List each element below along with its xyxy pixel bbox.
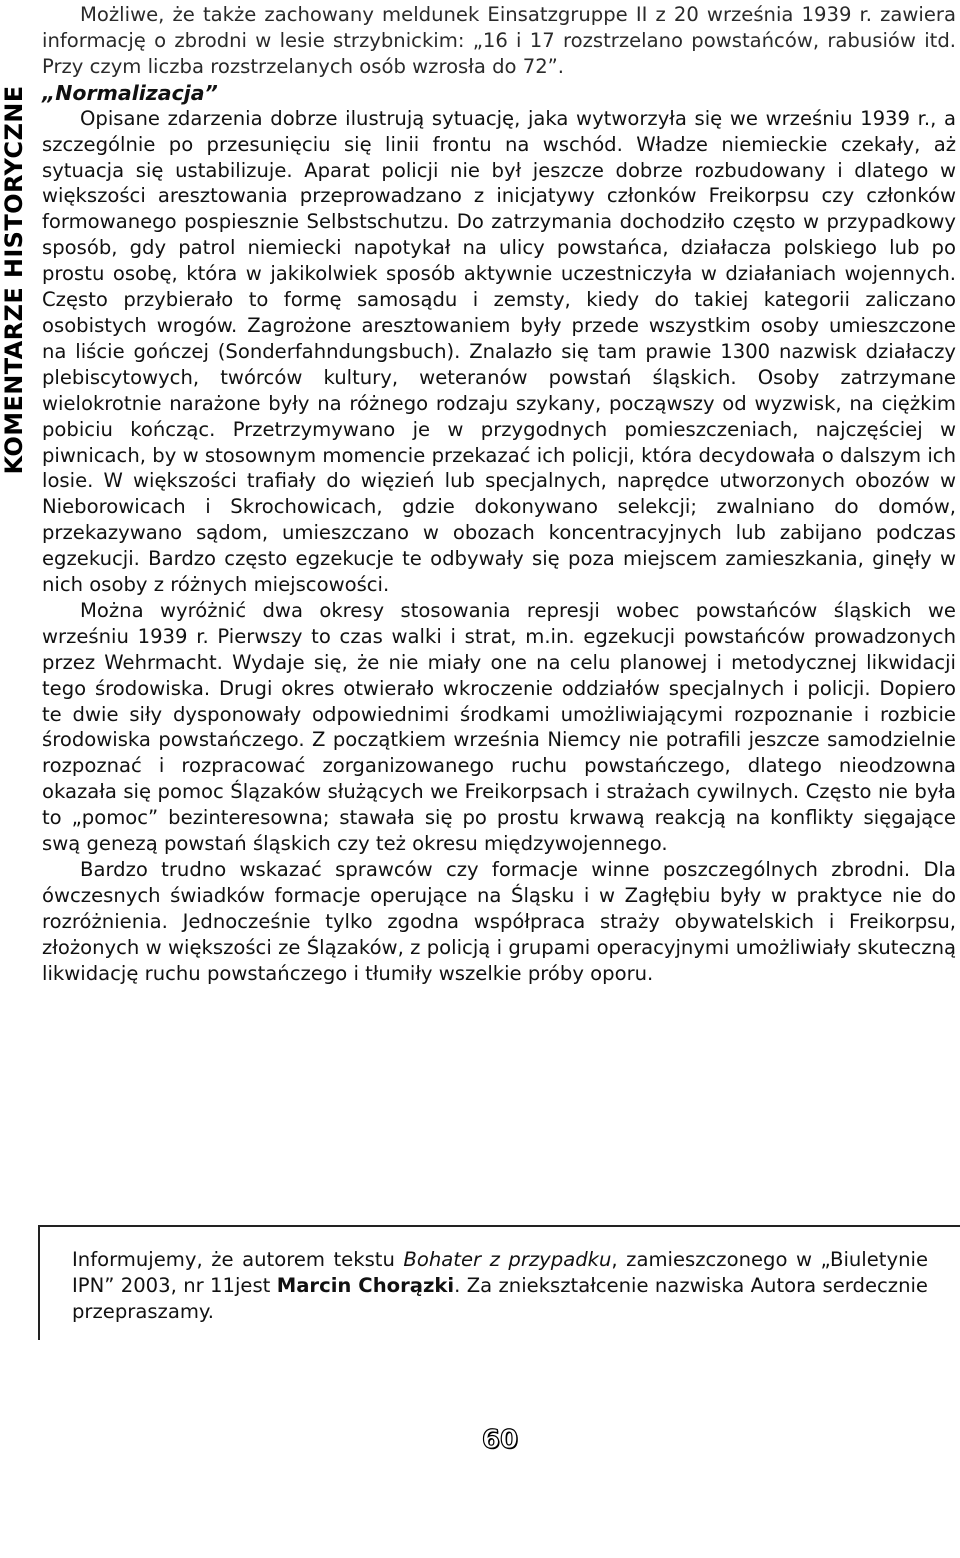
- article-body: [42, 2, 956, 987]
- paragraph-normalization: [42, 106, 956, 598]
- intro-paragraph: Możliwe, że także zachowany meldunek Einsatzgruppe II z 20 września 1939 r. zawiera informację o zbrodni w lesie strzybnickim: „16 i 17 rozstrzelano powstańców, rabusiów itd. Przy czym liczba rozstrzelanych osób wzrosła do 72”.: [42, 3, 956, 78]
- notice-text-title: Bohater z przypadku: [403, 1248, 612, 1271]
- notice-part-1: Informujemy, że autorem tekstu: [72, 1248, 404, 1271]
- paragraph-opening: Opisane zdarzenia dobrze ilustrują sytuację, jaka wytworzyła się we wrześniu 1939 r., a szczególnie po przesunięciu się linii frontu na wschód.: [42, 106, 956, 156]
- paragraph-rest: Władze niemieckie czekały, aż sytuacja się ustabilizuje. Aparat policji nie był jeszcze dobrze rozbudowany i dlatego w większości aresztowania przeprowadzano z inicjatywy członków Freikorpsu czy członków formowanego pospiesznie Selbstschutzu. Do zatrzymania dochodziło często w przypadkowy sposób, gdy patrol niemiecki napotykał na ulicy powstańca, działacza polskiego lub po prostu osobę, która w jakikolwiek sposób aktywnie uczestniczyła w działaniach wojennych. Często przybierało to formę samosądu i zemsty, kiedy do takiej kategorii zaliczano osobistych wrogów. Zagrożone aresztowaniem były przede wszystkim osoby umieszczone na liście gończej (Sonderfahndungsbuch). Znalazło się tam prawie 1300 nazwisk działaczy plebiscytowych, twórców kultury, weteranów powstań śląskich. Osoby zatrzymane wielokrotnie narażone były na różnego rodzaju szykany, począwszy od wyzwisk, na ciężkim pobiciu kończąc. Przetrzymywano je w przygodnych pomieszczeniach, najczęściej w piwnicach, by w stosownym momencie przekazać ich policji, która decydowała o dalszym ich losie. W większości trafiały do więzień lub specjalnych, naprędce utworzonych obozów w Nieborowicach i Skrochowicach, gdzie dokonywano selekcji; zwalniano do domów, przekazywano sądom, umieszczano w obozach koncentracyjnych lub zabijano podczas egzekucji. Bardzo często egzekucje te odbywały się poza miejscem zamieszkania, ginęły w nich osoby z różnych miejscowości.: [42, 132, 956, 597]
- section-title-text: KOMENTARZE HISTORYCZNE: [0, 85, 28, 475]
- page-number: 60: [481, 1425, 519, 1455]
- notice-author-name: Marcin Chorązki: [276, 1274, 455, 1297]
- section-side-title: [0, 0, 28, 560]
- correction-notice-text: [72, 1247, 928, 1325]
- correction-notice-box: [38, 1225, 960, 1340]
- notice-part-2: , zamieszczonego w „Biuletynie IPN” 2003, nr 11jest: [72, 1248, 928, 1297]
- notice-part-3: . Za zniekształcenie nazwiska Autora serdecznie przepraszamy.: [72, 1274, 928, 1323]
- section-heading: „Normalizacja”: [42, 80, 218, 105]
- paragraph-perpetrators: Bardzo trudno wskazać sprawców czy formacje winne poszczególnych zbrodni. Dla ówczesnych świadków formacje operujące na Śląsku i w Zagłębiu były w praktyce nie do rozróżnienia. Jednocześnie tylko zgodna współpraca straży obywatelskich i Freikorpsu, złożonych w większości ze Ślązaków, z policją i grupami operacyjnymi umożliwiały skuteczną likwidację ruchu powstańczego i tłumiły wszelkie próby oporu.: [42, 858, 956, 985]
- paragraph-two-periods: Można wyróżnić dwa okresy stosowania represji wobec powstańców śląskich we wrześniu 1939 r. Pierwszy to czas walki i strat, m.in. egzekucji powstańców prowadzonych przez Wehrmacht. Wydaje się, że nie miały one na celu planowej i metodycznej likwidacji tego środowiska. Drugi okres otwierało wkroczenie oddziałów specjalnych i policji. Dopiero te dwie siły dysponowały odpowiednimi środkami umożliwiającymi rozpoznanie i rozbicie środowiska powstańczego. Z początkiem września Niemcy nie potrafili jeszcze samodzielnie rozpoznać i rozpracować zorganizowanego ruchu powstańczego, dlatego nieodzowna okazała się pomoc Ślązaków służących we Freikorpsach i strażach cywilnych. Często nie była to „pomoc” bezinteresowna; stawała się po prostu krwawą reakcją na konflikty sięgające swą genezą powstań śląskich czy też okresu międzywojennego.: [42, 598, 956, 856]
